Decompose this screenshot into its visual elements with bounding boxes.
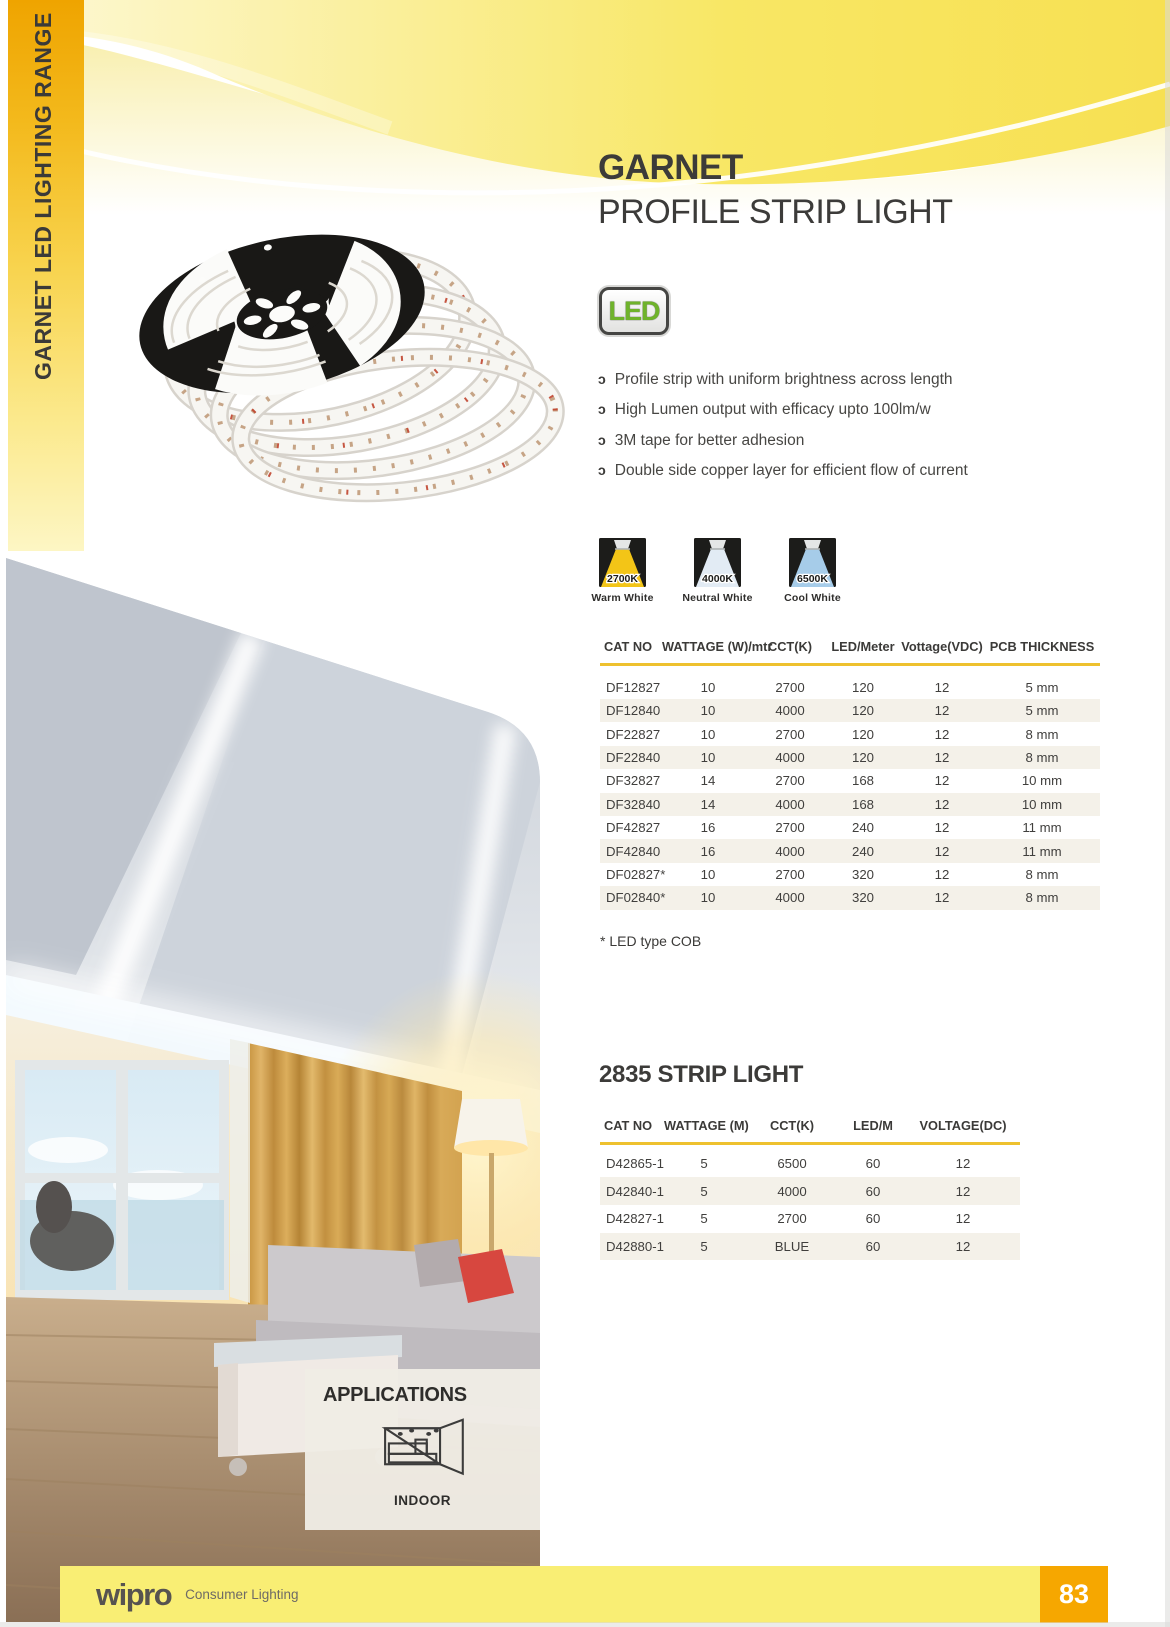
table-cell: 10 bbox=[700, 703, 716, 719]
table-cell: 60 bbox=[865, 1155, 881, 1171]
table-cell: 12 bbox=[934, 890, 950, 906]
table-cell: 5 bbox=[700, 1183, 708, 1199]
feature-list bbox=[598, 371, 1018, 493]
table-row bbox=[600, 863, 1100, 886]
table-cell: 2700 bbox=[777, 1211, 807, 1227]
table-cell: 5 bbox=[700, 1211, 708, 1227]
table-row bbox=[600, 676, 1100, 699]
feature-text: High Lumen output with efficacy upto 100lm/w bbox=[614, 401, 931, 419]
bullet-icon: ɔ bbox=[598, 371, 606, 387]
table-cell: 168 bbox=[851, 773, 874, 789]
table-cell: 60 bbox=[865, 1239, 881, 1254]
table-row bbox=[600, 816, 1100, 839]
table-cell: 12 bbox=[934, 820, 950, 836]
table-cell: 6500 bbox=[777, 1155, 807, 1171]
table-cell: 16 bbox=[700, 843, 716, 859]
feature-text: Profile strip with uniform brightness across length bbox=[614, 371, 953, 388]
table-cell: 12 bbox=[934, 749, 950, 765]
ceiling-spot-dots bbox=[397, 1429, 438, 1436]
table-cell: 2700 bbox=[775, 679, 805, 695]
table-cell: 12 bbox=[934, 773, 950, 789]
table-cell: 2700 bbox=[775, 773, 805, 789]
sheer-curtain bbox=[230, 1039, 250, 1303]
table-cell: 10 bbox=[700, 866, 716, 882]
table-cell: 10 bbox=[700, 726, 716, 742]
feature-item bbox=[598, 432, 1018, 452]
table-cell: 14 bbox=[700, 796, 716, 812]
table-cell: DF02827* bbox=[606, 866, 666, 882]
table-body bbox=[600, 676, 1100, 910]
table-header-rule bbox=[600, 1142, 1020, 1145]
table-cell: 168 bbox=[851, 796, 874, 812]
table-cell: 4000 bbox=[775, 843, 805, 859]
table-cell: D42865-1 bbox=[606, 1155, 664, 1171]
table-header-row bbox=[600, 638, 1100, 655]
table-cell: 4000 bbox=[775, 796, 805, 812]
table-row bbox=[600, 746, 1100, 769]
cct-label: Warm White bbox=[591, 592, 654, 604]
table-row bbox=[600, 699, 1100, 722]
table-row bbox=[600, 1205, 1020, 1233]
table-cell: 11 mm bbox=[1022, 820, 1062, 836]
table-cell: 120 bbox=[851, 726, 874, 742]
table-cell: 12 bbox=[955, 1239, 971, 1254]
product-subtitle: PROFILE STRIP LIGHT bbox=[598, 193, 953, 231]
table-cell: 8 mm bbox=[1025, 726, 1059, 742]
table-cell: 120 bbox=[851, 703, 874, 719]
table-cell: 11 mm bbox=[1022, 843, 1062, 859]
product-image-led-strip-reel bbox=[115, 220, 565, 510]
table-cell: 60 bbox=[865, 1183, 881, 1199]
svg-text:4000K: 4000K bbox=[702, 573, 733, 585]
column-header: CAT NO bbox=[604, 1118, 653, 1133]
table-header-row bbox=[600, 1117, 1020, 1134]
table-cell: DF32827 bbox=[606, 773, 661, 789]
page-edge-right bbox=[1165, 0, 1170, 1627]
table-cell: 12 bbox=[934, 866, 950, 882]
bullet-icon: ɔ bbox=[598, 431, 606, 448]
column-header: PCB THICKNESS bbox=[989, 639, 1095, 654]
table-row bbox=[600, 769, 1100, 792]
cct-option bbox=[765, 538, 860, 604]
table-cell: DF42827 bbox=[606, 820, 661, 836]
table-cell: DF22827 bbox=[606, 726, 661, 742]
table-cell: DF32840 bbox=[606, 796, 661, 812]
table-cell: BLUE bbox=[774, 1239, 810, 1254]
table-cell: 10 mm bbox=[1021, 773, 1063, 789]
table-cell: DF12840 bbox=[606, 703, 661, 719]
table-cell: 12 bbox=[955, 1155, 971, 1171]
footer-bar bbox=[60, 1566, 1108, 1623]
column-header: Vottage(VDC) bbox=[901, 639, 983, 654]
table-cell: 5 bbox=[700, 1155, 708, 1171]
warm-white-beam-icon bbox=[599, 538, 646, 587]
indoor-room-icon bbox=[375, 1415, 471, 1487]
led-badge bbox=[599, 287, 669, 335]
table-header-rule bbox=[600, 663, 1100, 666]
cool-white-beam-icon bbox=[789, 538, 836, 587]
main-spec-table bbox=[600, 638, 1100, 910]
table-cell: 4000 bbox=[775, 890, 805, 906]
table-cell: D42840-1 bbox=[606, 1183, 664, 1199]
table-body bbox=[600, 1150, 1020, 1261]
strip2835-table bbox=[600, 1117, 1020, 1260]
table-cell: 10 bbox=[700, 749, 716, 765]
column-header: LED/Meter bbox=[831, 639, 895, 654]
svg-text:6500K: 6500K bbox=[797, 573, 828, 585]
cct-options bbox=[575, 538, 860, 604]
feature-item bbox=[598, 401, 1018, 421]
table-cell: 320 bbox=[851, 866, 874, 882]
table-cell: 240 bbox=[851, 820, 874, 836]
table-cell: 12 bbox=[955, 1183, 971, 1199]
table-cell: 8 mm bbox=[1025, 890, 1059, 906]
table-row bbox=[600, 1177, 1020, 1205]
table-cell: 5 bbox=[700, 1239, 708, 1254]
table-cell: 2700 bbox=[775, 820, 805, 836]
cct-option bbox=[575, 538, 670, 604]
table-cell: 120 bbox=[851, 679, 874, 695]
applications-title: APPLICATIONS bbox=[323, 1384, 467, 1406]
neutral-white-beam-icon bbox=[694, 538, 741, 587]
table-cell: 5 mm bbox=[1025, 679, 1059, 695]
product-title: GARNET bbox=[598, 148, 743, 187]
table-row bbox=[600, 793, 1100, 816]
cob-note: * LED type COB bbox=[600, 933, 702, 949]
section-title-2835: 2835 STRIP LIGHT bbox=[599, 1061, 804, 1088]
table-cell: 2700 bbox=[775, 726, 805, 742]
table-cell: 16 bbox=[700, 820, 716, 836]
table-cell: 2700 bbox=[775, 866, 805, 882]
table-cell: 320 bbox=[851, 890, 874, 906]
table-cell: 14 bbox=[700, 773, 716, 789]
table-cell: DF42840 bbox=[606, 843, 661, 859]
table-row bbox=[600, 1150, 1020, 1178]
table-cell: 12 bbox=[934, 726, 950, 742]
column-header: CAT NO bbox=[604, 639, 653, 654]
svg-text:2700K: 2700K bbox=[607, 573, 638, 585]
table-cell: 8 mm bbox=[1025, 749, 1059, 765]
feature-text: 3M tape for better adhesion bbox=[614, 431, 805, 449]
cct-label: Cool White bbox=[784, 592, 841, 604]
table-row bbox=[600, 1233, 1020, 1261]
table-cell: 120 bbox=[851, 749, 874, 765]
column-header: WATTAGE (W)/mtr bbox=[662, 639, 773, 654]
bullet-icon: ɔ bbox=[598, 462, 606, 479]
bullet-icon: ɔ bbox=[598, 401, 606, 418]
table-cell: DF12827 bbox=[606, 679, 661, 695]
table-cell: 10 bbox=[700, 890, 716, 906]
column-header: CCT(K) bbox=[769, 1118, 815, 1133]
table-cell: 8 mm bbox=[1025, 866, 1059, 882]
table-cell: 12 bbox=[934, 679, 950, 695]
feature-item bbox=[598, 462, 1018, 482]
column-header: WATTAGE (M) bbox=[664, 1118, 749, 1133]
table-cell: 60 bbox=[865, 1211, 881, 1227]
table-cell: 4000 bbox=[775, 749, 805, 765]
table-cell: 10 bbox=[700, 679, 716, 695]
table-cell: D42880-1 bbox=[606, 1239, 664, 1254]
wipro-logo: wipro bbox=[96, 1576, 172, 1612]
feature-item bbox=[598, 371, 1018, 391]
application-indoor-label: INDOOR bbox=[394, 1493, 451, 1508]
table-row bbox=[600, 886, 1100, 909]
table-cell: 4000 bbox=[777, 1183, 807, 1199]
table-cell: 240 bbox=[851, 843, 874, 859]
table-cell: DF02840* bbox=[606, 890, 666, 906]
led-badge-label: LED bbox=[608, 295, 660, 326]
table-cell: 12 bbox=[934, 843, 950, 859]
feature-text: Double side copper layer for efficient flow of current bbox=[614, 462, 968, 480]
table-cell: 12 bbox=[955, 1211, 971, 1227]
table-row bbox=[600, 839, 1100, 862]
cct-option bbox=[670, 538, 765, 604]
applications-box bbox=[305, 1369, 540, 1530]
column-header: VOLTAGE(DC) bbox=[919, 1118, 1007, 1133]
page-number-badge: 83 bbox=[1040, 1566, 1108, 1623]
column-header: LED/M bbox=[853, 1118, 893, 1133]
footer-division-label: Consumer Lighting bbox=[185, 1587, 299, 1602]
table-cell: 5 mm bbox=[1025, 703, 1059, 719]
sidebar-range-label: GARNET LED LIGHTING RANGE bbox=[30, 12, 56, 380]
table-cell: DF22840 bbox=[606, 749, 661, 765]
column-header: CCT(K) bbox=[767, 639, 813, 654]
table-cell: 12 bbox=[934, 796, 950, 812]
page-edge-bottom bbox=[0, 1622, 1170, 1627]
table-cell: D42827-1 bbox=[606, 1211, 664, 1227]
table-cell: 10 mm bbox=[1021, 796, 1063, 812]
cct-label: Neutral White bbox=[682, 592, 753, 604]
table-cell: 12 bbox=[934, 703, 950, 719]
table-row bbox=[600, 722, 1100, 745]
table-cell: 4000 bbox=[775, 703, 805, 719]
